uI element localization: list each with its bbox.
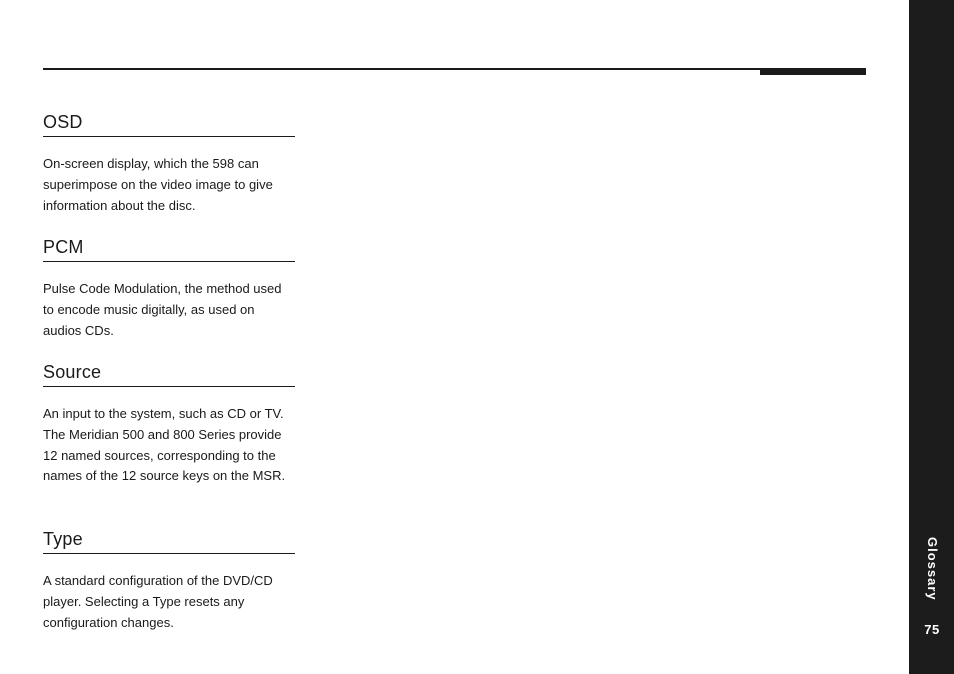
header-rule-tab	[760, 68, 866, 75]
glossary-term: PCM	[43, 236, 295, 262]
glossary-term: Type	[43, 528, 295, 554]
page-number: 75	[924, 622, 940, 637]
section-label: Glossary	[925, 537, 940, 601]
glossary-entry-pcm	[43, 236, 295, 341]
glossary-term: OSD	[43, 111, 295, 137]
glossary-term: Source	[43, 361, 295, 387]
glossary-definition: A standard configuration of the DVD/CD player. Selecting a Type resets any configuration changes.	[43, 573, 273, 630]
glossary-entry-type	[43, 528, 295, 633]
glossary-entry-source	[43, 361, 295, 487]
glossary-definition: An input to the system, such as CD or TV. The Meridian 500 and 800 Series provide 12 named sources, corresponding to the names of the 12 source keys on the MSR.	[43, 406, 286, 484]
glossary-definition: On-screen display, which the 598 can superimpose on the video image to give information about the disc.	[43, 156, 273, 213]
glossary-entry-osd	[43, 111, 295, 216]
header-rule	[43, 68, 865, 70]
glossary-definition: Pulse Code Modulation, the method used to encode music digitally, as used on audios CDs.	[43, 281, 282, 338]
